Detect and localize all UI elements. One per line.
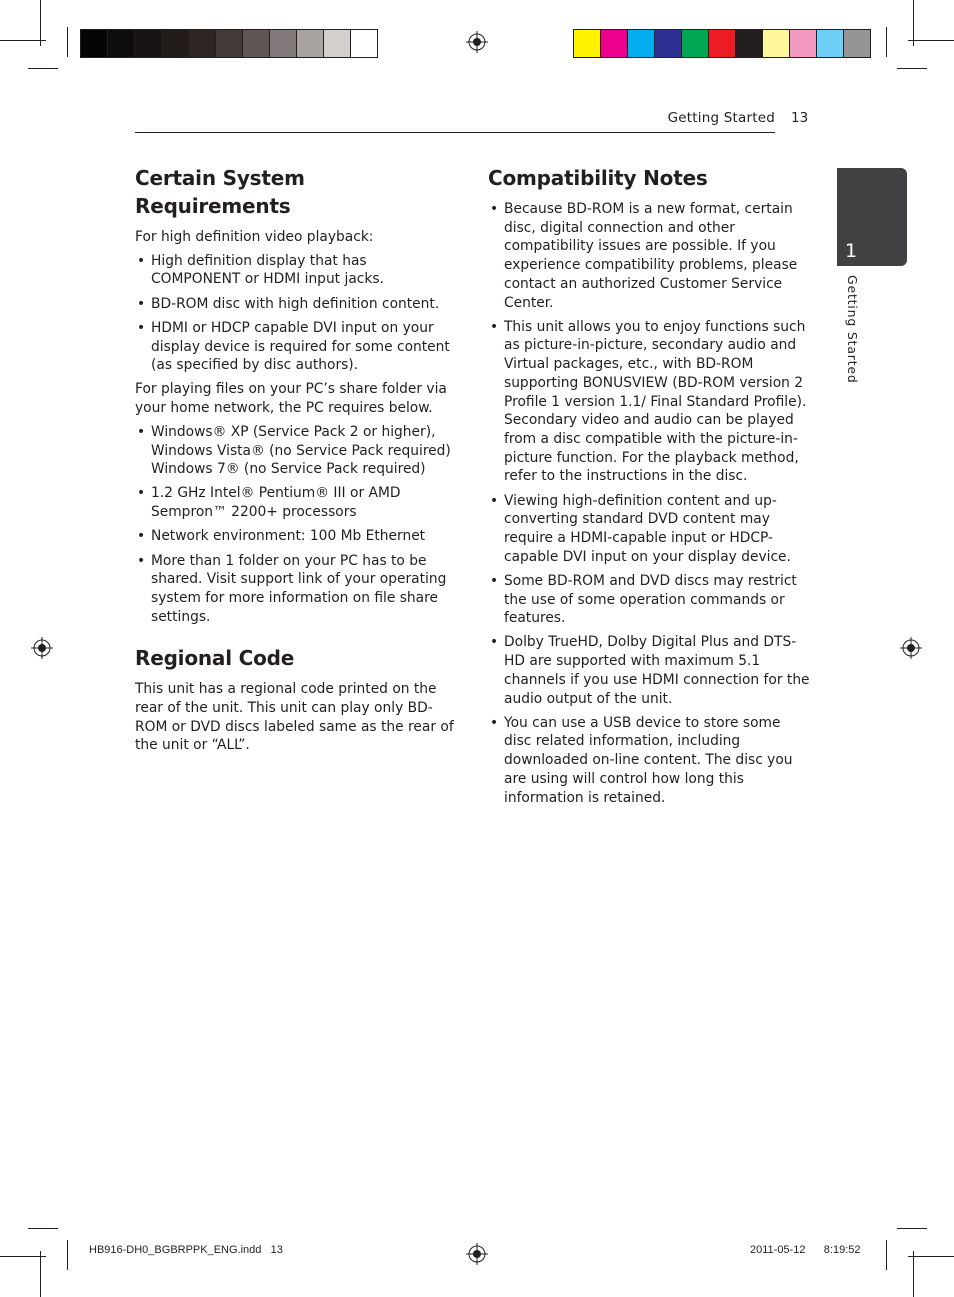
color-swatch: [763, 30, 790, 57]
crop-mark-bl-v: [40, 1251, 41, 1297]
crop-mark-br-h: [908, 1256, 954, 1257]
crop-mark-tr-h2: [897, 68, 927, 69]
running-header-section: Getting Started: [667, 110, 775, 126]
color-swatch: [736, 30, 763, 57]
section-title-compatibility-notes: Compatibility Notes: [488, 166, 708, 190]
footer-file-slug: HB916-DH0_BGBRPPK_ENG.indd 13: [89, 1244, 283, 1256]
crop-mark-tl-h2: [28, 68, 58, 69]
left-column: [135, 164, 460, 760]
paragraph-pc-intro: For playing files on your PC’s share folder via your home network, the PC requires below.: [135, 381, 447, 417]
footer-date-slug: 2011-05-12 8:19:52: [750, 1244, 861, 1256]
registration-mark-icon: [31, 637, 53, 659]
list-item: • HDMI or HDCP capable DVI input on your display device is required for some content (as specified by disc authors).: [135, 319, 460, 375]
paragraph-regional-code: This unit has a regional code printed on the rear of the unit. This unit can play only BD-ROM or DVD discs labeled same as the rear of the unit or “ALL”.: [135, 681, 454, 754]
color-swatch: [297, 30, 324, 57]
list-compatibility-notes: [488, 200, 810, 807]
paragraph-hd-intro: For high definition video playback:: [135, 229, 374, 245]
color-swatch: [601, 30, 628, 57]
color-swatch: [844, 30, 870, 57]
list-item: • Because BD-ROM is a new format, certain disc, digital connection and other compatibility issues are possible. If you experience compatibility problems, please contact an authorized Customer Service Center.: [488, 200, 810, 312]
section-title-regional-code: Regional Code: [135, 646, 295, 671]
registration-mark-icon: [466, 1243, 488, 1265]
color-swatch: [270, 30, 297, 57]
color-swatch: [790, 30, 817, 57]
process-color-bar: [573, 29, 871, 58]
color-swatch: [574, 30, 601, 57]
right-column: [488, 164, 810, 813]
crop-mark-br-v2: [886, 1240, 887, 1270]
list-item: • Viewing high-definition content and up-converting standard DVD content may require a HDMI-capable input or HDCP-capable DVI input on your display device.: [488, 492, 810, 567]
color-swatch: [135, 30, 162, 57]
list-item: • You can use a USB device to store some disc related information, including downloaded on-line content. The disc you are using will control how long this information is retained.: [488, 714, 810, 808]
list-pc-requirements: [135, 423, 460, 627]
crop-mark-bl-h: [0, 1256, 46, 1257]
crop-mark-tl-h: [0, 40, 46, 41]
list-item: • Some BD-ROM and DVD discs may restrict the use of some operation commands or features.: [488, 572, 810, 628]
color-swatch: [655, 30, 682, 57]
registration-mark-icon: [900, 637, 922, 659]
list-item: • Network environment: 100 Mb Ethernet: [135, 527, 460, 546]
crop-mark-br-v: [913, 1251, 914, 1297]
chapter-tab-number: 1: [845, 240, 858, 262]
crop-mark-bl-h2: [28, 1228, 58, 1229]
list-hd-requirements: [135, 252, 460, 375]
color-swatch: [324, 30, 351, 57]
chapter-tab-label: Getting Started: [845, 275, 860, 384]
section-title-system-requirements: Certain System Requirements: [135, 166, 305, 218]
list-item: • Dolby TrueHD, Dolby Digital Plus and DTS-HD are supported with maximum 5.1 channels if you use HDMI connection for the audio output of the unit.: [488, 633, 810, 708]
registration-mark-icon: [466, 31, 488, 53]
color-swatch: [162, 30, 189, 57]
crop-mark-bl-v2: [67, 1240, 68, 1270]
color-swatch: [216, 30, 243, 57]
color-swatch: [682, 30, 709, 57]
list-item: • This unit allows you to enjoy functions such as picture-in-picture, secondary audio and Virtual packages, etc., with BD-ROM supporting BONUSVIEW (BD-ROM version 2 Profile 1 version 1.1/ Final Standard Profile). Secondary video and audio can be played from a disc compatible with the picture-in-picture function. For the playback method, refer to the instructions in the disc.: [488, 318, 810, 486]
crop-mark-tl-v2: [67, 27, 68, 57]
color-swatch: [817, 30, 844, 57]
crop-mark-tr-h: [908, 40, 954, 41]
header-rule: [135, 132, 775, 133]
color-swatch: [243, 30, 270, 57]
list-item: • High definition display that has COMPONENT or HDMI input jacks.: [135, 252, 460, 289]
list-item: • More than 1 folder on your PC has to be shared. Visit support link of your operating system for more information on file share settings.: [135, 552, 460, 627]
color-swatch: [351, 30, 377, 57]
list-item: • 1.2 GHz Intel® Pentium® III or AMD Sempron™ 2200+ processors: [135, 484, 460, 521]
color-swatch: [189, 30, 216, 57]
list-item: • BD-ROM disc with high definition content.: [135, 295, 460, 314]
color-swatch: [628, 30, 655, 57]
color-swatch: [709, 30, 736, 57]
crop-mark-br-h2: [897, 1228, 927, 1229]
color-swatch: [108, 30, 135, 57]
page-number: 13: [791, 110, 809, 126]
color-swatch: [81, 30, 108, 57]
crop-mark-tr-v2: [886, 27, 887, 57]
grayscale-color-bar: [80, 29, 378, 58]
list-item: • Windows® XP (Service Pack 2 or higher), Windows Vista® (no Service Pack required) Windows 7® (no Service Pack required): [135, 423, 460, 479]
